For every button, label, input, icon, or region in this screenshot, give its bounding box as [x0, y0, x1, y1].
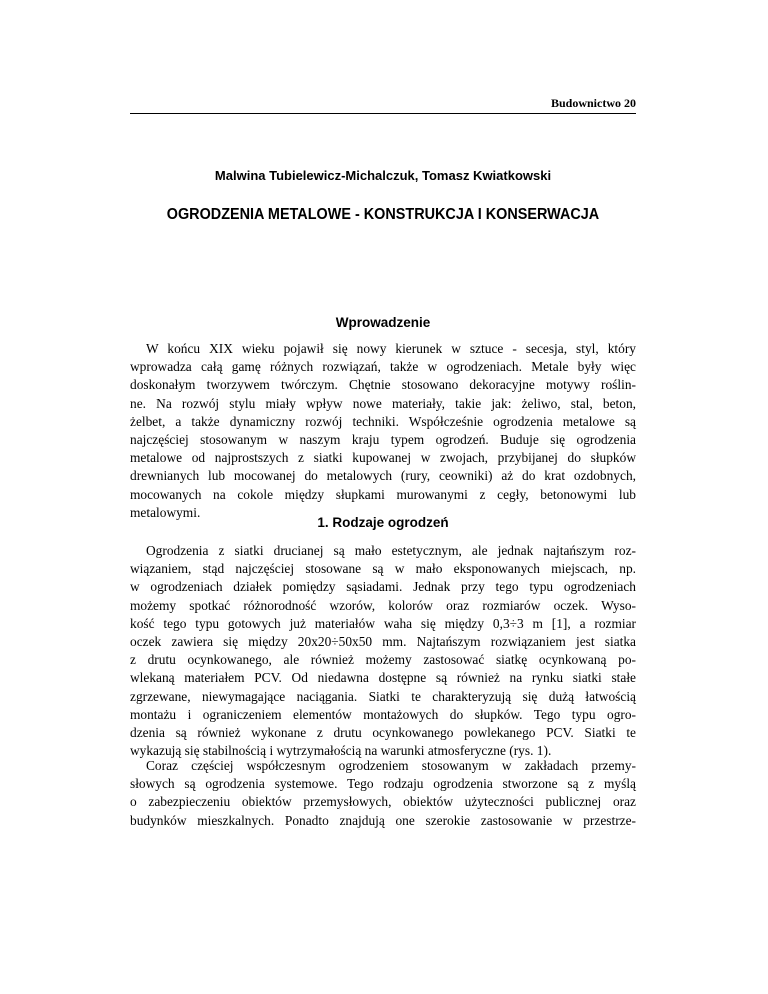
header-rule — [130, 113, 636, 114]
paragraph-line: wprowadza całą gamę różnych rozwiązań, także w ogrodzeniach. Metale były więc — [130, 359, 636, 375]
paragraph-line: W końcu XIX wieku pojawił się nowy kierunek w sztuce - secesja, styl, który — [146, 341, 636, 356]
paragraph-line: ne. Na rozwój stylu miały wpływ nowe materiały, takie jak: żeliwo, stal, beton, — [130, 395, 636, 411]
paragraph-line: zgrzewane, niewymagające naciągania. Siatki te charakteryzują się dużą łatwością — [130, 688, 636, 704]
paragraph-line: dzenia są również wykonane z drutu ocynkowanego powlekanego PCV. Siatki te — [130, 724, 636, 740]
paragraph-line: w ogrodzeniach działek pomiędzy sąsiadami. Jednak przy tego typu ogrodzeniach — [130, 579, 636, 595]
section-heading-intro: Wprowadzenie — [335, 315, 431, 330]
rodzaje-paragraph-2 — [130, 757, 636, 830]
rodzaje-paragraph-1 — [130, 542, 636, 760]
paragraph-line: mocowanych na cokole między słupkami murowanymi z cegły, betonowymi lub — [130, 486, 636, 502]
paragraph-line: Coraz częściej współczesnym ogrodzeniem stosowanym w zakładach przemy- — [146, 758, 636, 773]
paragraph-line: oczek zawiera się między 20x20÷50x50 mm. Najtańszym rozwiązaniem jest siatka — [130, 633, 636, 649]
paragraph-line: wlekaną materiałem PCV. Od niedawna dostępne są również na rynku siatki stałe — [130, 670, 636, 686]
paragraph-line: możemy spotkać różnorodność wzorów, kolorów oraz rozmiarów oczek. Wyso- — [130, 597, 636, 613]
paragraph-line: z drutu ocynkowanego, ale również możemy zastosować siatkę ocynkowaną po- — [130, 652, 636, 668]
paragraph-line: budynków mieszkalnych. Ponadto znajdują one szerokie zastosowanie w przestrze- — [130, 812, 636, 828]
paragraph-line: o zabezpieczeniu obiektów przemysłowych, obiektów użyteczności publicznej oraz — [130, 794, 636, 810]
paragraph-line: montażu i ograniczeniem elementów montażowych do słupków. Tego typu ogro- — [130, 706, 636, 722]
paragraph-line: doskonałym tworzywem twórczym. Chętnie stosowano dekoracyjne motywy roślin- — [130, 377, 636, 393]
paragraph-line: drewnianych lub mocowanej do metalowych (rury, ceowniki) aż do krat ozdobnych, — [130, 468, 636, 484]
paragraph-line: słowych są ogrodzenia systemowe. Tego rodzaju ogrodzenia stworzone są z myślą — [130, 776, 636, 792]
paragraph-line: najczęściej stosowanym w naszym kraju typem ogrodzeń. Buduje się ogrodzenia — [130, 431, 636, 447]
authors: Malwina Tubielewicz-Michalczuk, Tomasz Kwiatkowski — [214, 168, 552, 183]
paragraph-line: metalowe od najprostszych z siatki kupowanej w zwojach, przybijanej do słupków — [130, 450, 636, 466]
intro-paragraph — [130, 340, 636, 522]
paragraph-line: Ogrodzenia z siatki drucianej są mało estetycznym, ale jednak najtańszym roz- — [146, 543, 636, 558]
running-header: Budownictwo 20 — [550, 96, 636, 110]
paragraph-line: metalowymi. — [130, 504, 201, 520]
paragraph-line: wykazują się stabilnością i wytrzymałością na warunki atmosferyczne (rys. 1). — [130, 743, 552, 759]
paragraph-line: wiązaniem, stąd najczęściej stosowane są w mało eksponowanych miejscach, np. — [130, 561, 636, 577]
paragraph-line: kość tego typu gotowych już materiałów waha się między 0,3÷3 m [1], a rozmiar — [130, 615, 636, 631]
paper-title: OGRODZENIA METALOWE - KONSTRUKCJA I KONSERWACJA — [166, 206, 600, 223]
section-heading-rodzaje: 1. Rodzaje ogrodzeń — [317, 515, 449, 530]
paragraph-line: żelbet, a także dynamiczny rozwój techniki. Współcześnie ogrodzenia metalowe są — [130, 413, 636, 429]
